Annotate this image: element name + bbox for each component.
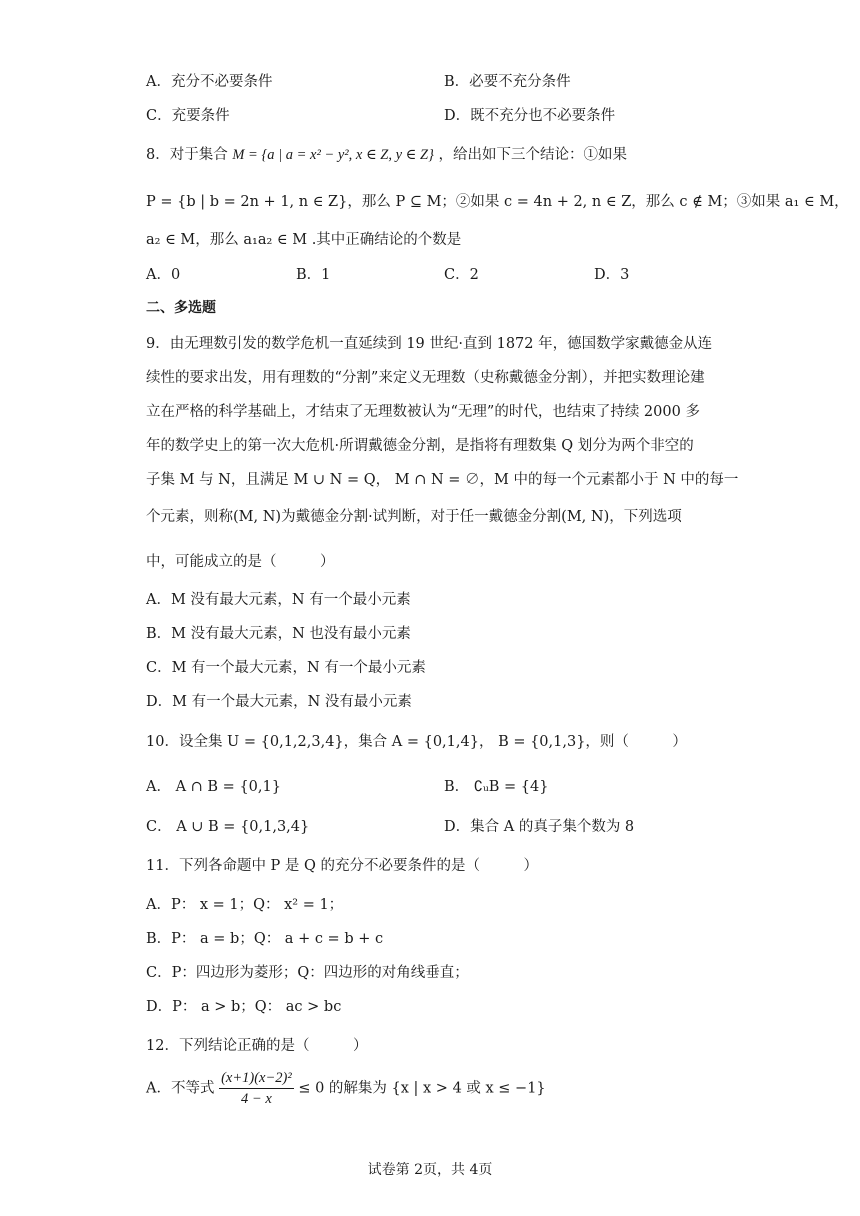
q12-option-a-suffix: ≤ 0 的解集为 {x | x > 4 或 x ≤ −1} bbox=[298, 1080, 546, 1097]
q12-option-a bbox=[146, 1068, 546, 1109]
q12-fraction bbox=[219, 1068, 294, 1109]
q9-line: 立在严格的科学基础上，才结束了无理数被认为“无理”的时代，也结束了持续 2000 多 bbox=[146, 404, 700, 420]
q9-option-d: D．M 有一个最大元素，N 没有最小元素 bbox=[146, 694, 412, 710]
q11-option-a: A．P： x = 1；Q： x² = 1； bbox=[146, 897, 344, 913]
q9-line: 9．由无理数引发的数学危机一直延续到 19 世纪·直到 1872 年，德国数学家戴德金从连 bbox=[146, 336, 713, 352]
q10-option-d: D．集合 A 的真子集个数为 8 bbox=[444, 819, 635, 835]
q9-line: 个元素，则称(M, N)为戴德金分割·试判断，对于任一戴德金分割(M, N)，下列选项 bbox=[146, 509, 682, 525]
q8-option-b: B．1 bbox=[296, 267, 331, 283]
q10-option-c: C． A ∪ B = {0,1,3,4} bbox=[146, 819, 310, 835]
q8-stem-line1 bbox=[146, 145, 627, 165]
q12-stem: 12．下列结论正确的是（ ） bbox=[146, 1038, 368, 1054]
q7-option-b: B．必要不充分条件 bbox=[444, 74, 571, 90]
q10-option-a: A． A ∩ B = {0,1} bbox=[146, 779, 281, 795]
q8-option-a: A．0 bbox=[146, 267, 181, 283]
q11-option-d: D．P： a > b；Q： ac > bc bbox=[146, 999, 342, 1015]
q7-option-d: D．既不充分也不必要条件 bbox=[444, 108, 616, 124]
q8-stem-line3: a₂ ∈ M，那么 a₁a₂ ∈ M .其中正确结论的个数是 bbox=[146, 232, 462, 248]
q12-fraction-numerator: (x+1)(x−2)² bbox=[219, 1068, 294, 1089]
q9-option-c: C．M 有一个最大元素，N 有一个最小元素 bbox=[146, 660, 426, 676]
q12-fraction-denominator: 4 − x bbox=[241, 1091, 272, 1107]
q8-suffix: ，给出如下三个结论：①如果 bbox=[438, 147, 628, 163]
q7-option-c: C．充要条件 bbox=[146, 108, 230, 124]
q9-line: 中，可能成立的是（ ） bbox=[146, 554, 335, 570]
q9-option-a: A．M 没有最大元素，N 有一个最小元素 bbox=[146, 592, 411, 608]
q8-option-d: D．3 bbox=[594, 267, 630, 283]
q9-line: 年的数学史上的第一次大危机·所谓戴德金分割，是指将有理数集 Q 划分为两个非空的 bbox=[146, 438, 694, 454]
q8-prefix: 8．对于集合 bbox=[146, 147, 228, 163]
q9-option-b: B．M 没有最大元素，N 也没有最小元素 bbox=[146, 626, 411, 642]
q12-option-a-prefix: A．不等式 bbox=[146, 1080, 215, 1097]
q8-option-c: C．2 bbox=[444, 267, 479, 283]
q10-option-b: B． ∁ᵤB = {4} bbox=[444, 779, 549, 795]
q8-set-m: M = {a | a = x² − y², x ∈ Z, y ∈ Z} bbox=[232, 147, 434, 163]
q11-stem: 11．下列各命题中 P 是 Q 的充分不必要条件的是（ ） bbox=[146, 858, 539, 874]
q8-stem-line2: P = {b | b = 2n + 1, n ∈ Z}，那么 P ⊆ M；②如果 c = 4n + 2, n ∈ Z，那么 c ∉ M；③如果 a₁ ∈ M， bbox=[146, 194, 849, 210]
q9-line: 子集 M 与 N，且满足 M ∪ N = Q， M ∩ N = ∅，M 中的每一个元素都小于 N 中的每一 bbox=[146, 472, 739, 488]
q11-option-c: C．P：四边形为菱形；Q：四边形的对角线垂直； bbox=[146, 965, 469, 981]
q10-stem: 10．设全集 U = {0,1,2,3,4}，集合 A = {0,1,4}， B = {0,1,3}，则（ ） bbox=[146, 734, 687, 750]
q11-option-b: B．P： a = b；Q： a + c = b + c bbox=[146, 931, 384, 947]
section-title: 二、多选题 bbox=[146, 300, 216, 316]
page-footer: 试卷第 2页，共 4页 bbox=[367, 1162, 493, 1178]
q9-line: 续性的要求出发，用有理数的“分割”来定义无理数（史称戴德金分割），并把实数理论建 bbox=[146, 370, 705, 386]
q7-option-a: A．充分不必要条件 bbox=[146, 74, 273, 90]
